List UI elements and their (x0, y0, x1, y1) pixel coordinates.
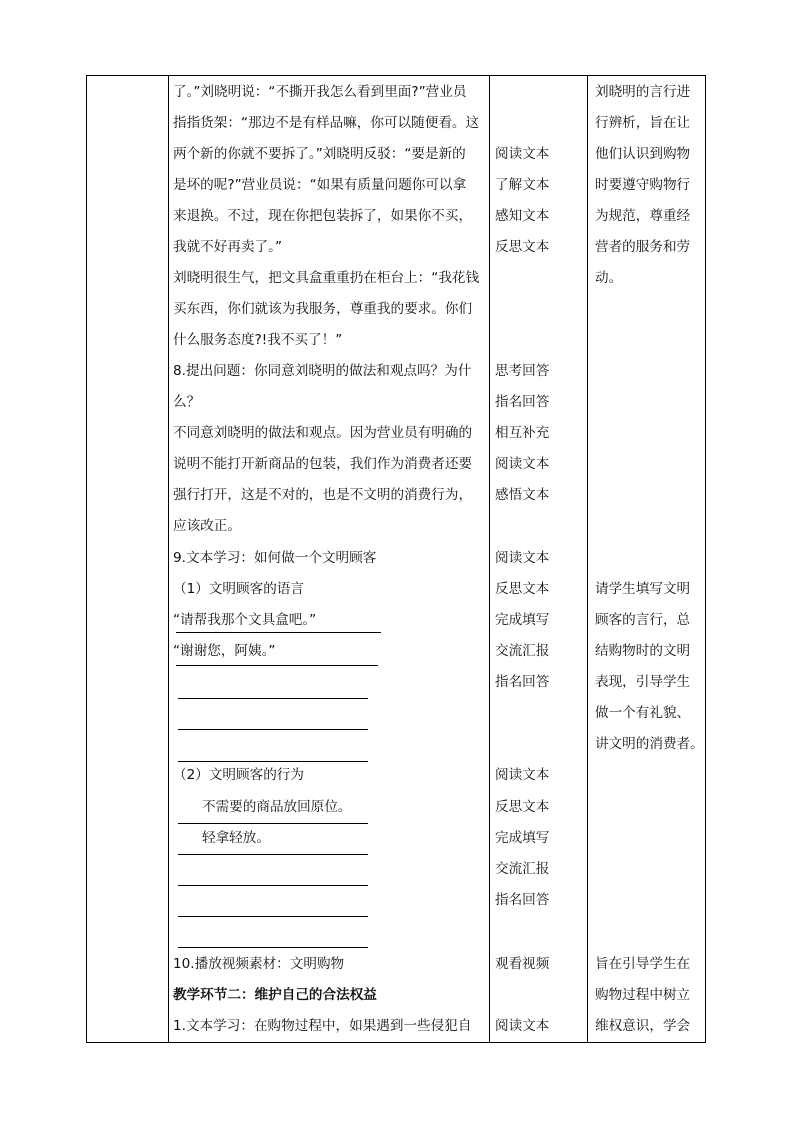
activity-item: 反思文本 (495, 581, 550, 597)
intent-line: 营者的服务和劳 (595, 239, 691, 255)
content-line: 来退换。不过，现在你把包装拆了，如果你不买， (173, 208, 473, 224)
activity-item: 交流汇报 (495, 861, 550, 877)
column-divider (168, 76, 169, 1042)
content-line: 么？ (173, 394, 201, 410)
fill-in-underline (176, 665, 378, 666)
content-line: （2）文明顾客的行为 (173, 767, 304, 783)
content-line: 8.提出问题：你同意刘晓明的做法和观点吗？为什 (173, 363, 472, 379)
intent-line: 讲文明的消费者。 (595, 736, 704, 752)
content-line: （1）文明顾客的语言 (173, 581, 304, 597)
intent-line: 表现，引导学生 (595, 674, 691, 690)
activity-item: 阅读文本 (495, 550, 550, 566)
fill-in-underline (178, 761, 368, 762)
content-line: 是坏的呢?”营业员说：“如果有质量问题你可以拿 (173, 177, 467, 193)
activity-item: 观看视频 (495, 956, 550, 972)
intent-line: 旨在引导学生在 (595, 956, 691, 972)
fill-in-underline (178, 885, 368, 886)
fill-in-underline (178, 854, 368, 855)
intent-line: 刘晓明的言行进 (595, 84, 691, 100)
content-line: 两个新的你就不要拆了。”刘晓明反驳：“要是新的 (173, 146, 466, 162)
content-line: 了。”刘晓明说：“不撕开我怎么看到里面?”营业员 (173, 84, 467, 100)
activity-item: 指名回答 (495, 892, 550, 908)
activity-item: 反思文本 (495, 239, 550, 255)
activity-item: 了解文本 (495, 177, 550, 193)
activity-item: 阅读文本 (495, 146, 550, 162)
intent-line: 动。 (595, 270, 623, 286)
content-line: 刘晓明很生气，把文具盒重重扔在柜台上：“我花钱 (173, 270, 480, 286)
content-line: 1.文本学习：在购物过程中，如果遇到一些侵犯自 (173, 1018, 472, 1034)
activity-item: 思考回答 (495, 363, 550, 379)
activity-item: 指名回答 (495, 394, 550, 410)
content-line: 9.文本学习：如何做一个文明顾客 (173, 550, 377, 566)
activity-item: 交流汇报 (495, 643, 550, 659)
fill-in-answer: 轻拿轻放。 (202, 830, 270, 846)
fill-in-underline (178, 916, 368, 917)
intent-line: 行辨析，旨在让 (595, 115, 691, 131)
content-line: 指指货架：“那边不是有样品嘛，你可以随便看。这 (173, 115, 480, 131)
activity-item: 阅读文本 (495, 767, 550, 783)
activity-item: 完成填写 (495, 612, 550, 628)
intent-line: 为规范，尊重经 (595, 208, 691, 224)
content-line: 应该改正。 (173, 518, 241, 534)
intent-line: 时要遵守购物行 (595, 177, 691, 193)
fill-in-underline (178, 947, 368, 948)
intent-line: 顾客的言行，总 (595, 612, 691, 628)
intent-line: 请学生填写文明 (595, 581, 691, 597)
activity-item: 完成填写 (495, 830, 550, 846)
fill-in-answer: 不需要的商品放回原位。 (202, 799, 352, 815)
fill-in-answer: “谢谢您，阿姨。” (173, 643, 276, 659)
activity-item: 反思文本 (495, 799, 550, 815)
fill-in-underline (178, 698, 368, 699)
content-line: 买东西，你们就该为我服务，尊重我的要求。你们 (173, 301, 473, 317)
fill-in-underline (178, 823, 368, 824)
content-line: 10.播放视频素材：文明购物 (173, 956, 345, 972)
content-line: 我就不好再卖了。” (173, 239, 282, 255)
intent-line: 购物过程中树立 (595, 987, 691, 1003)
activity-item: 感知文本 (495, 208, 550, 224)
section-heading: 教学环节二：维护自己的合法权益 (173, 987, 377, 1003)
content-line: 说明不能打开新商品的包装，我们作为消费者还要 (173, 456, 473, 472)
content-line: 不同意刘晓明的做法和观点。因为营业员有明确的 (173, 425, 473, 441)
activity-item: 指名回答 (495, 674, 550, 690)
column-divider (587, 76, 588, 1042)
content-line: 什么服务态度?!我不买了！” (173, 332, 343, 348)
fill-in-underline (176, 632, 381, 633)
column-divider (489, 76, 490, 1042)
intent-line: 他们认识到购物 (595, 146, 691, 162)
intent-line: 维权意识，学会 (595, 1018, 691, 1034)
activity-item: 相互补充 (495, 425, 550, 441)
intent-line: 做一个有礼貌、 (595, 705, 691, 721)
activity-item: 阅读文本 (495, 1018, 550, 1034)
activity-item: 感悟文本 (495, 487, 550, 503)
activity-item: 阅读文本 (495, 456, 550, 472)
content-line: 强行打开，这是不对的，也是不文明的消费行为， (173, 487, 473, 503)
intent-line: 结购物时的文明 (595, 643, 691, 659)
fill-in-answer: “请帮我那个文具盒吧。” (173, 612, 317, 628)
fill-in-underline (178, 729, 368, 730)
